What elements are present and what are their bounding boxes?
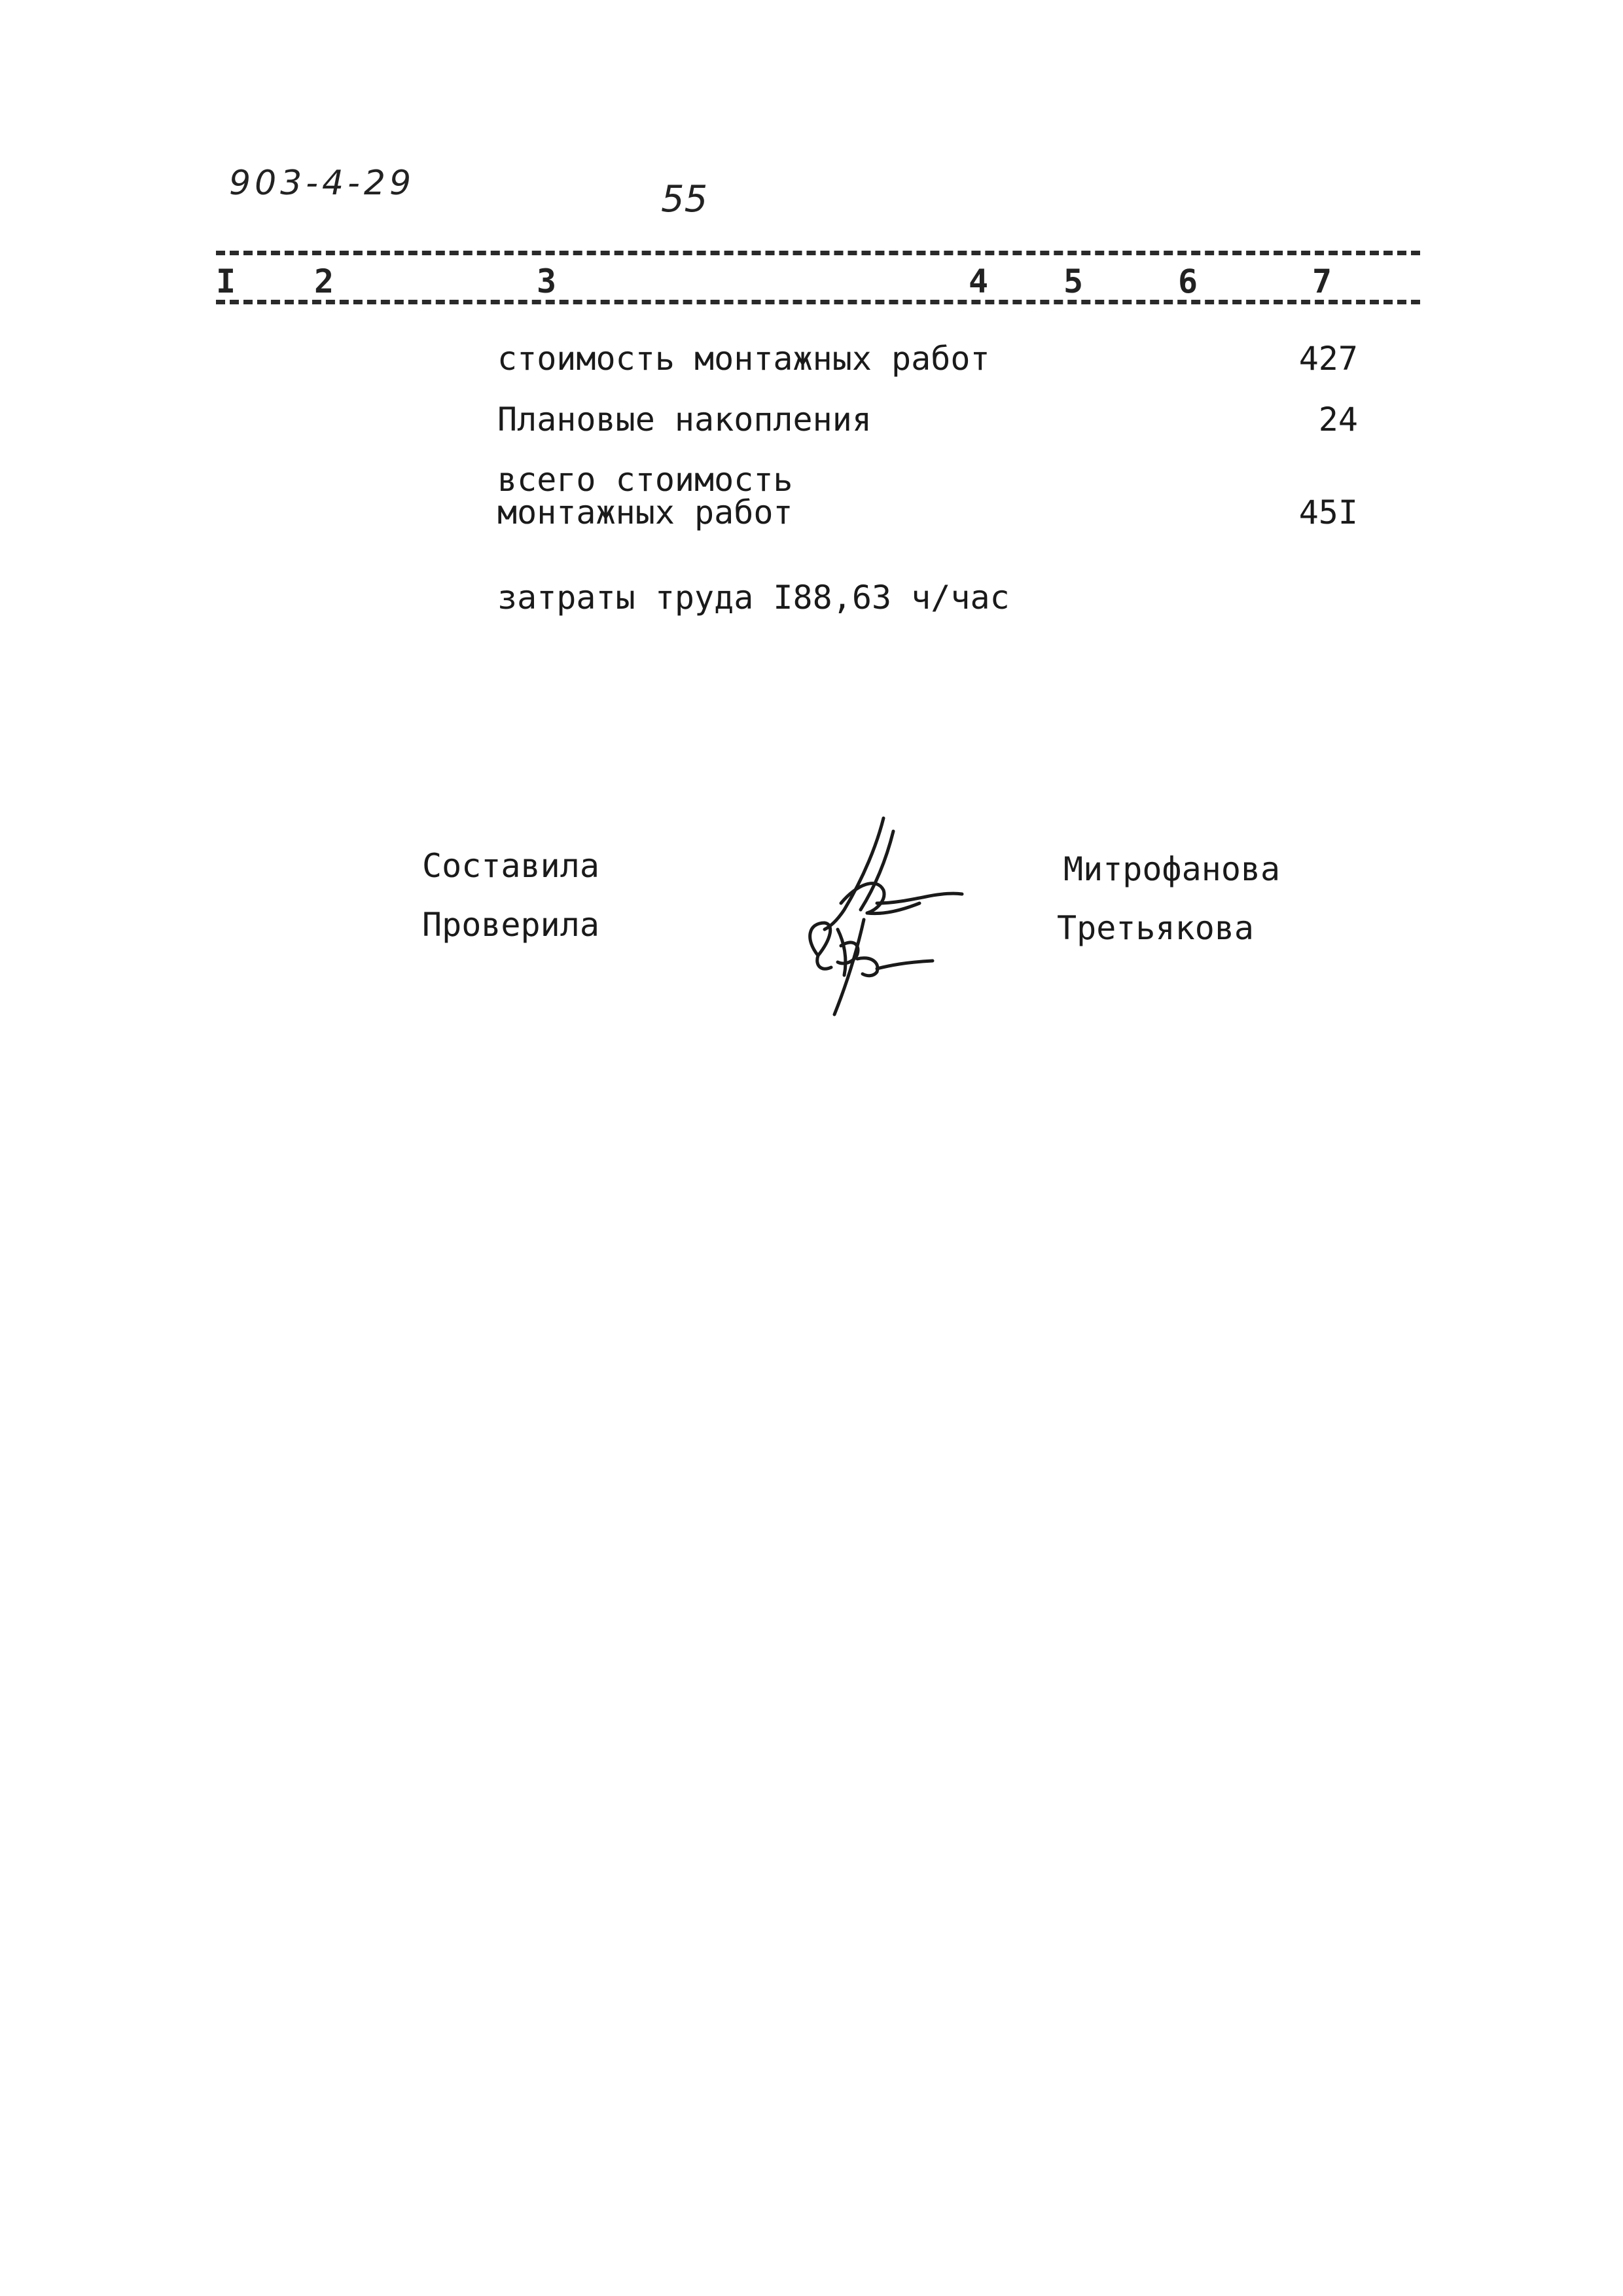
row-total-cost-label-line2: монтажных работ: [497, 493, 793, 531]
column-number-2: 2: [314, 262, 334, 300]
compiled-by-name: Митрофанова: [1063, 850, 1281, 888]
column-number-3: 3: [537, 262, 557, 300]
page-number: 55: [661, 178, 708, 221]
row-installation-cost-label: стоимость монтажных работ: [497, 340, 990, 378]
row-total-cost-value: 45I: [1298, 493, 1358, 531]
column-number-4: 4: [969, 262, 989, 300]
row-planned-savings-label: Плановые накопления: [497, 401, 872, 439]
column-number-1: I: [216, 262, 236, 300]
row-total-cost-label-line1: всего стоимость: [497, 461, 793, 499]
table-header-top-rule: [216, 251, 1420, 255]
table-header-bottom-rule: [216, 300, 1420, 304]
row-installation-cost-value: 427: [1298, 340, 1358, 378]
handwritten-signatures: [779, 805, 1014, 1028]
checked-by-name: Третьякова: [1057, 909, 1255, 947]
compiled-by-label: Составила: [422, 847, 599, 885]
checked-by-label: Проверила: [422, 906, 599, 944]
labor-costs-line: затраты труда I88,63 ч/час: [497, 579, 1010, 617]
column-number-5: 5: [1063, 262, 1084, 300]
document-code: 903-4-29: [229, 164, 416, 203]
column-number-6: 6: [1178, 262, 1198, 300]
column-number-7: 7: [1312, 262, 1332, 300]
row-planned-savings-value: 24: [1318, 401, 1358, 439]
